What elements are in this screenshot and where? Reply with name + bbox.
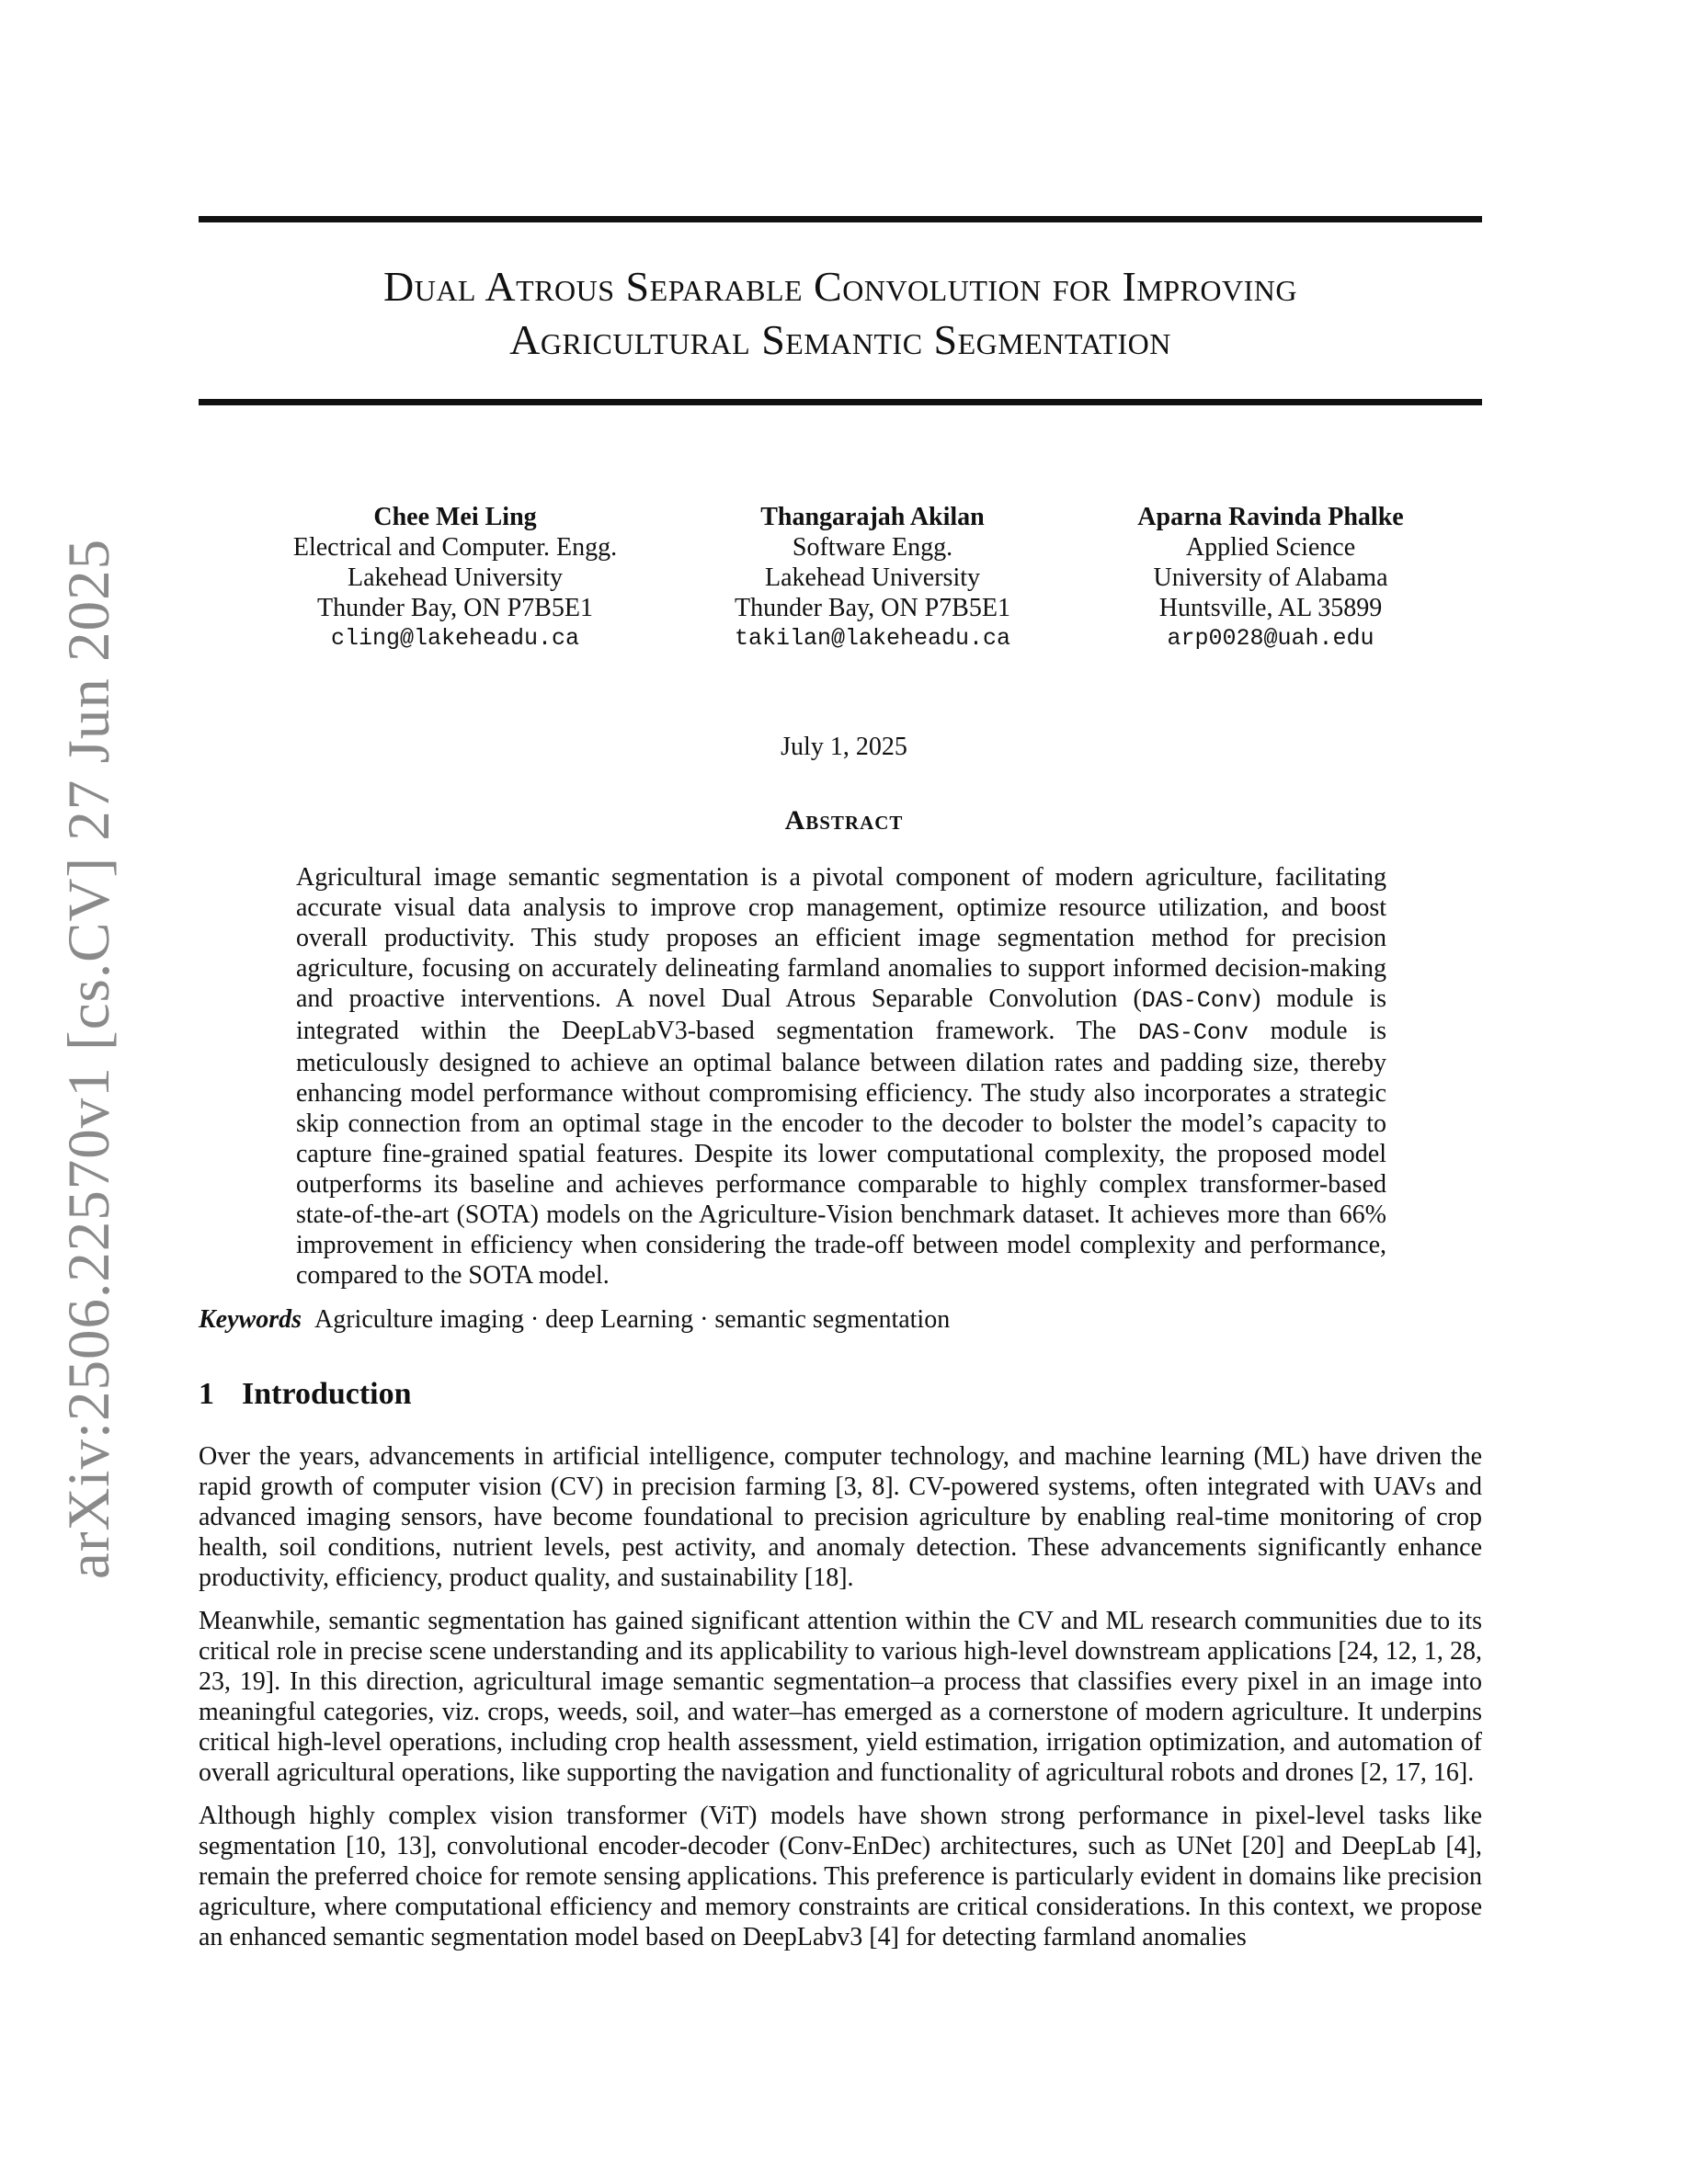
author-dept: Electrical and Computer. Engg. — [292, 533, 618, 562]
author-dept: Software Engg. — [792, 533, 953, 562]
keywords-label: Keywords — [199, 1305, 302, 1334]
keywords-line — [199, 1305, 950, 1335]
title-line-2: Agricultural Semantic Segmentation — [509, 316, 1171, 363]
author-location: Thunder Bay, ON P7B5E1 — [735, 594, 1010, 622]
paragraph: Although highly complex vision transformer (ViT) models have shown strong performance in pixel-level tasks like segmentation [10, 13], convolutional encoder-decoder (Conv-EnDec) architectures, such as UNet [20] and DeepLab [4], remain the preferred choice for remote sensing applications. This preference is particularly evident in domains like precision agriculture, where computational efficiency and memory constraints are critical considerations. In this context, we propose an enhanced semantic segmentation model based on DeepLabv3 [4] for detecting farmland anomalies — [199, 1802, 1482, 1951]
author-university: Lakehead University — [347, 563, 564, 592]
author-name: Chee Mei Ling — [373, 503, 537, 531]
author-university: Lakehead University — [764, 563, 981, 592]
author-dept: Applied Science — [1185, 533, 1356, 562]
title-top-rule — [199, 216, 1482, 222]
abstract-heading: Abstract — [784, 805, 904, 836]
abstract-part-3: module is meticulously designed to achieve an optimal balance between dilation rates and padding size, thereby enhancing model performance without compromising efficiency. The study also incorporates a strategic skip connection from an optimal stage in the encoder to the decoder to bolster the model’s capacity to capture fine-grained spatial features. Despite its lower computational complexity, the proposed model outperforms its baseline and achieves performance comparable to highly complex transformer-based state-of-the-art (SOTA) models on the Agriculture-Vision benchmark dataset. It achieves more than 66% improvement in efficiency when considering the trade-off between model complexity and performance, compared to the SOTA model. — [296, 1017, 1387, 1290]
arxiv-identifier: arXiv:2506.22570v1 [cs.CV] 27 Jun 2025 — [56, 538, 122, 1579]
author-email[interactable]: takilan@lakeheadu.ca — [734, 625, 1011, 652]
section-number: 1 — [199, 1377, 214, 1411]
author-location: Thunder Bay, ON P7B5E1 — [317, 594, 593, 622]
section-body — [199, 1441, 1482, 1965]
keywords-list: Agriculture imaging · deep Learning · semantic segmentation — [314, 1305, 951, 1334]
paragraph: Over the years, advancements in artificial intelligence, computer technology, and machine learning (ML) have driven the rapid growth of computer vision (CV) in precision farming [3, 8]. CV-powered systems, often integrated with UAVs and advanced imaging sensors, have become foundational to precision agriculture by enabling real-time monitoring of crop health, soil conditions, nutrient levels, pest activity, and anomaly detection. These advancements significantly enhance productivity, efficiency, product quality, and sustainability [18]. — [199, 1442, 1482, 1592]
abstract-part-2: ) module is integrated within the DeepLabV3-based segmentation framework. The — [296, 984, 1386, 1045]
author-1 — [268, 502, 642, 654]
abstract-part-1: Agricultural image semantic segmentation is a pivotal component of modern agriculture, facilitating accurate visual data analysis to improve crop management, optimize resource utilization, and boost overall productivity. This study proposes an efficient image segmentation method for precision agriculture, focusing on accurately delineating farmland anomalies to support informed decision-making and proactive interventions. A novel Dual Atrous Separable Convolution ( — [296, 863, 1386, 1013]
section-heading — [199, 1377, 412, 1412]
author-name: Thangarajah Akilan — [760, 503, 985, 531]
author-email[interactable]: cling@lakeheadu.ca — [330, 625, 580, 652]
author-3 — [1100, 502, 1442, 654]
author-university: University of Alabama — [1153, 563, 1388, 592]
paper-title — [199, 260, 1482, 367]
title-bottom-rule — [199, 399, 1482, 405]
section-title: Introduction — [242, 1377, 412, 1411]
abstract-term-das-conv: DAS-Conv — [1141, 987, 1252, 1014]
title-line-1: Dual Atrous Separable Convolution for Improving — [382, 263, 1297, 310]
abstract-text — [296, 862, 1386, 1291]
author-email[interactable]: arp0028@uah.edu — [1167, 625, 1374, 652]
author-location: Huntsville, AL 35899 — [1158, 594, 1383, 622]
paragraph: Meanwhile, semantic segmentation has gained significant attention within the CV and ML research communities due to its critical role in precise scene understanding and its applicability to various high-level downstream applications [24, 12, 1, 28, 23, 19]. In this direction, agricultural image semantic segmentation–a process that classifies every pixel in an image into meaningful categories, viz. crops, weeds, soil, and water–has emerged as a cornerstone of modern agriculture. It underpins critical high-level operations, including crop health assessment, yield estimation, irrigation optimization, and automation of overall agricultural operations, like supporting the navigation and functionality of agricultural robots and drones [2, 17, 16]. — [199, 1607, 1482, 1787]
author-name: Aparna Ravinda Phalke — [1137, 503, 1404, 531]
paper-date: July 1, 2025 — [781, 733, 907, 761]
abstract-term-das-conv: DAS-Conv — [1137, 1019, 1249, 1046]
author-2 — [695, 502, 1050, 654]
